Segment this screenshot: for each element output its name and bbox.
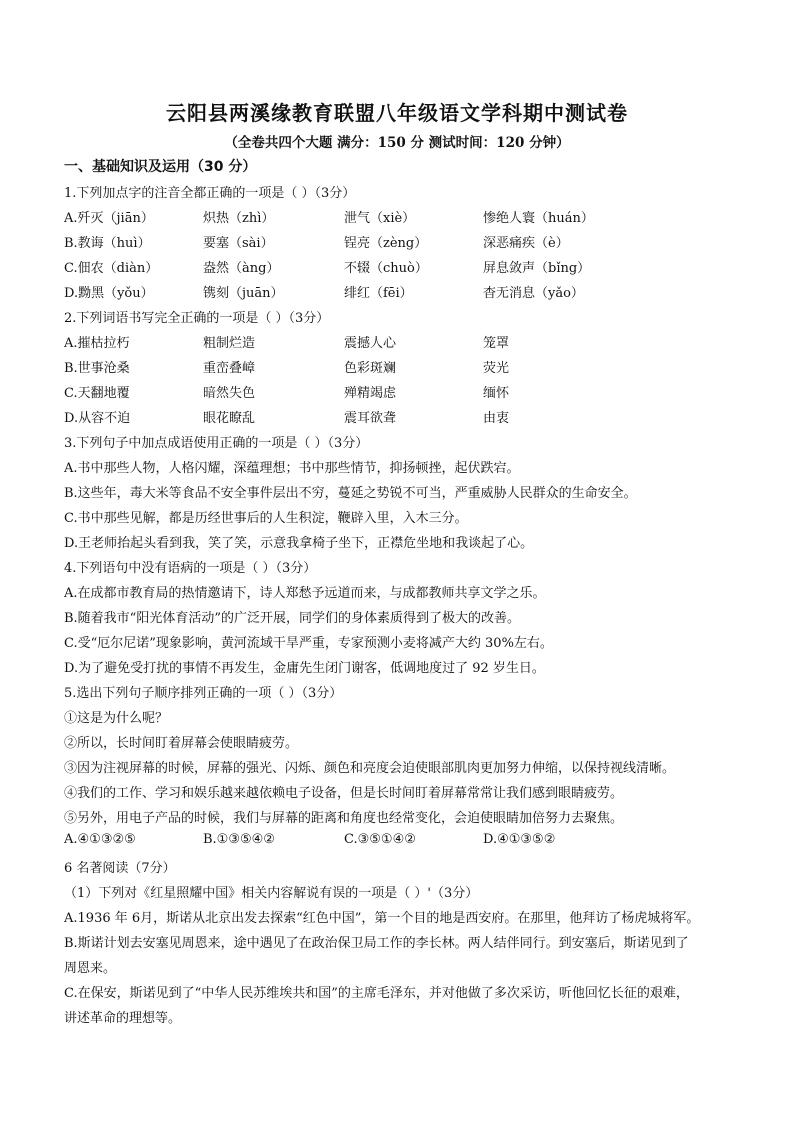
choice-d: D.④①③⑤②	[483, 832, 556, 847]
option-cell: 荧光	[483, 361, 510, 376]
question-4-option-a: A.在成都市教育局的热情邀请下，诗人郑愁予远道而来，与成都教师共享文学之乐。	[64, 586, 546, 601]
option-cell: D.从容不迫	[64, 411, 131, 426]
question-2-stem: 2.下列词语书写完全正确的一项是（ ）（3分）	[64, 311, 330, 326]
question-6-option-c: C.在保安，斯诺见到了“中华人民苏维埃共和国”的主席毛泽东，并对他做了多次采访，听他回忆长征的艰难，	[64, 986, 689, 1001]
section-heading: 一、基础知识及运用（30 分）	[64, 159, 257, 175]
option-cell: 殚精竭虑	[344, 386, 397, 401]
question-3-option-a: A.书中那些人物，人格闪耀，深蕴理想；书中那些情节，抑扬顿挫，起伏跌宕。	[64, 461, 520, 476]
question-3-option-d: D.王老师抬起头看到我，笑了笑，示意我拿椅子坐下，正襟危坐地和我谈起了心。	[64, 536, 534, 551]
option-cell: 粗制烂造	[203, 336, 256, 351]
question-5-sentence-5: ⑤另外，用电子产品的时候，我们与屏幕的距离和角度也经常变化，会迫使眼睛加倍努力去聚焦。	[64, 811, 624, 826]
question-5-sentence-1: ①这是为什么呢？	[64, 711, 169, 726]
option-cell: 深恶痛疾（è）	[483, 236, 569, 251]
option-cell: 锃亮（zèng）	[344, 236, 428, 251]
choice-b: B.①③⑤④②	[203, 832, 275, 847]
question-6-option-b-cont: 周恩来。	[64, 961, 117, 976]
option-cell: 炽热（zhì）	[203, 211, 275, 226]
option-cell: 杳无消息（yǎo）	[483, 286, 584, 301]
option-cell: 屏息敛声（bǐng）	[483, 261, 591, 276]
question-3-stem: 3.下列句子中加点成语使用正确的一项是（ ）（3分）	[64, 436, 369, 451]
exam-info: （全卷共四个大题 满分：150 分 测试时间：120 分钟）	[224, 135, 570, 151]
option-cell: 暗然失色	[203, 386, 256, 401]
option-cell: B.世事沧桑	[64, 361, 130, 376]
option-cell: B.教诲（huì）	[64, 236, 151, 251]
question-6-option-c-cont: 讲述革命的理想等。	[64, 1011, 182, 1026]
option-cell: 缅怀	[483, 386, 510, 401]
option-cell: 由衷	[483, 411, 510, 426]
option-cell: 震撼人心	[344, 336, 397, 351]
question-3-option-b: B.这些年，毒大米等食品不安全事件层出不穷，蔓延之势锐不可当，严重威胁人民群众的生命安全。	[64, 486, 637, 501]
question-6-heading: 6 名著阅读（7分）	[64, 861, 176, 876]
option-cell: 惨绝人寰（huán）	[483, 211, 594, 226]
option-cell: 眼花瞭乱	[203, 411, 256, 426]
option-cell: 笼罩	[483, 336, 510, 351]
question-4-option-c: C.受“厄尔尼诺”现象影响，黄河流域干旱严重，专家预测小麦将减产大约 30%左右。	[64, 636, 553, 651]
question-6-option-b: B.斯诺计划去安塞见周恩来，途中遇见了在政治保卫局工作的李长林。两人结伴同行。到安塞后，斯诺见到了	[64, 936, 689, 951]
question-5-sentence-4: ④我们的工作、学习和娱乐越来越依赖电子设备，但是长时间盯着屏幕常常让我们感到眼睛疲劳。	[64, 786, 624, 801]
option-cell: A.摧枯拉朽	[64, 336, 130, 351]
option-cell: 要塞（sài）	[203, 236, 274, 251]
question-6-sub-1: （1）下列对《红星照耀中国》相关内容解说有误的一项是（ ）'（3分）	[64, 886, 479, 901]
option-cell: 色彩斑斓	[344, 361, 397, 376]
option-cell: 重峦叠嶂	[203, 361, 256, 376]
option-cell: C.佃农（diàn）	[64, 261, 159, 276]
question-5-sentence-2: ②所以，长时间盯着屏幕会使眼睛疲劳。	[64, 736, 299, 751]
question-4-option-d: D.为了避免受打扰的事情不再发生，金庸先生闭门谢客，低调地度过了 92 岁生日。	[64, 661, 545, 676]
question-4-option-b: B.随着我市“阳光体育活动”的广泛开展，同学们的身体素质得到了极大的改善。	[64, 611, 520, 626]
choice-a: A.④①③②⑤	[64, 832, 136, 847]
option-cell: 不辍（chuò）	[344, 261, 428, 276]
option-cell: 绯红（fēi）	[344, 286, 413, 301]
question-5-sentence-3: ③因为注视屏幕的时候，屏幕的强光、闪烁、颜色和亮度会迫使眼部肌肉更加努力伸缩，以保持视线清晰。	[64, 761, 676, 776]
page-title: 云阳县两溪缘教育联盟八年级语文学科期中测试卷	[166, 101, 628, 125]
choice-c: C.③⑤①④②	[344, 832, 416, 847]
question-1-stem: 1.下列加点字的注音全都正确的一项是（ ）（3分）	[64, 186, 356, 201]
question-4-stem: 4.下列语句中没有语病的一项是（ ）（3分）	[64, 561, 317, 576]
option-cell: 镌刻（juān）	[203, 286, 284, 301]
question-6-option-a: A.1936 年 6月，斯诺从北京出发去探索“红色中国”，第一个目的地是西安府。在那里，他拜访了杨虎城将军。	[64, 911, 700, 926]
question-3-option-c: C.书中那些见解，都是历经世事后的人生积淀，鞭辟入里，入木三分。	[64, 511, 468, 526]
question-5-stem: 5.选出下列句子顺序排列正确的一项（ ）（3分）	[64, 686, 343, 701]
option-cell: 泄气（xiè）	[344, 211, 416, 226]
option-cell: 震耳欲聋	[344, 411, 397, 426]
option-cell: 盎然（àng）	[203, 261, 280, 276]
option-cell: C.天翻地覆	[64, 386, 130, 401]
option-cell: A.歼灭（jiān）	[64, 211, 154, 226]
option-cell: D.黝黑（yǒu）	[64, 286, 154, 301]
